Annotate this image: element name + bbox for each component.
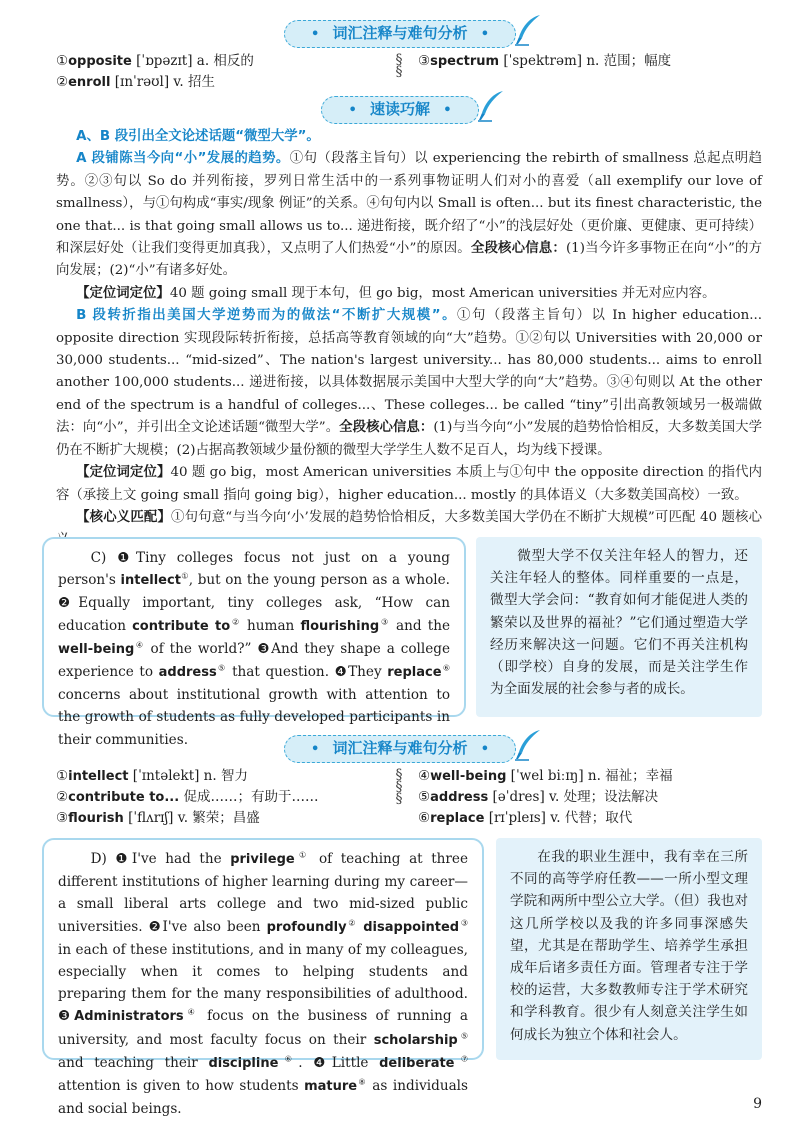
sentence-marker: ❷ xyxy=(58,595,79,612)
translation-d: 在我的职业生涯中，我有幸在三所不同的高等学府任教——一所小型文理学院和两所中型公立大学。（但）我也对这几所学校以及我的许多同事深感失望，尤其是在帮助学生、培养学生承担成年后诸多责任方面。管理者专注于学校的运营，大多数教师专注于学术研究和学科教育。很少有人刻意关注学生如何成长为独立个体和社会人。 xyxy=(496,838,762,1060)
sentence-marker: ❹ xyxy=(334,664,349,681)
vocab-item: ④well-being [ˈwel biːɪŋ] n. 福祉；幸福 xyxy=(418,768,673,784)
quill-icon xyxy=(476,89,506,123)
sentence-marker: ❶ xyxy=(115,851,132,867)
analysis-locate-2: 【定位词定位】40 题 go big，most American universities 本质上与①句中 the opposite direction 的指代内容（承接上文 going small 指向 going big），higher education... mostly 的具体语义（大多数美国高校）一致。 xyxy=(56,465,762,503)
sentence-marker: ❷ xyxy=(148,918,163,935)
analysis-para-b: B 段转折指出美国大学逆势而为的做法“不断扩大规模”。①句（段落主旨句）以 In higher education... opposite direction 实现段际转折衔接，总括高等教育领域的向“大”趋势。①②句以 Universities with 20,000 or 30,000 students... “mid-sized”、The nation's largest university... has 80,000 students... aims to enroll another 100,000 students... 递进衔接，以具体数据展示美国中大型大学的向“大”趋势。③④句则以 At the other end of the spectrum is a handful of colleges...、These colleges... be called “tiny”引出高教领域另一极端做法：向“小”，并引出全文论述话题“微型大学”。全段核心信息：(1)与当今向“小”发展的趋势恰恰相反，大多数美国大学仍在不断扩大规模；(2)占据高教领域少量份额的微型大学学生人数不足百人，均为线下授课。 xyxy=(56,308,762,458)
section-heading-vocab-2 xyxy=(0,735,800,763)
sentence-marker: ❸ xyxy=(257,640,272,657)
heading-title: 速读巧解 xyxy=(369,100,430,118)
vocab-item: ②enroll [ɪnˈrəʊl] v. 招生 xyxy=(56,74,216,90)
divider-tilde: § § § xyxy=(395,767,403,807)
passage-c: C) ❶Tiny colleges focus not just on a young person's intellect①, but on the young person as a whole. ❷Equally important, tiny colleges ask, “How can education contribute to② human flourishing③ and the well-being④ of the world?” ❸And they shape a college experience to address⑤ that question. ❹They replace⑥ concerns about institutional growth with attention to the growth of students as fully developed participants in their communities. xyxy=(42,537,466,717)
heading-title: 词汇注释与难句分析 xyxy=(332,739,468,757)
analysis-section xyxy=(56,126,762,552)
analysis-core-match: 【核心义匹配】①句句意“与当今向‘小’发展的趋势恰恰相反，大多数美国大学仍在不断扩大规模”可匹配 40 题核心 xyxy=(76,509,762,525)
heading-pill: • 词汇注释与难句分析 • xyxy=(284,735,516,763)
analysis-para-a: A 段铺陈当今向“小”发展的趋势。①句（段落主旨句）以 experiencing the rebirth of smallness 总起点明趋势。②③句以 So do 并列衔接，罗列日常生活中的一系列事物证明人们对小的喜爱（all exemplify our love of smallness），与①句构成“事实/现象 例证”的关系。④句句内以 Small is often... but its finest characteristic, the one that... is that going small allows us to... 递进衔接，既介绍了“小”的浅层好处（更价廉、更健康、更可持续）和深层好处（让我们变得更加真我），又点明了人们热爱“小”的原因。全段核心信息：(1)当今许多事物正在向“小”的方向发展；(2)“小”有诸多好处。 xyxy=(56,151,762,279)
translation-c: 微型大学不仅关注年轻人的智力，还关注年轻人的整体。同样重要的一点是，微型大学会问：“教育如何才能促进人类的繁荣以及世界的福祉？”它们通过塑造大学经历来解决这一问题。它们不再关注机构（即学校）自身的发展，而是关注学生作为全面发展的社会参与者的成长。 xyxy=(476,537,762,717)
heading-title: 词汇注释与难句分析 xyxy=(332,24,468,42)
heading-pill: • 词汇注释与难句分析 • xyxy=(284,20,516,48)
analysis-locate-1: 【定位词定位】40 题 going small 现于本句，但 go big，most American universities 并无对应内容。 xyxy=(76,285,716,301)
section-heading-speed-read xyxy=(0,96,800,124)
divider-tilde: § § xyxy=(395,52,403,80)
vocab-item: ③spectrum [ˈspektrəm] n. 范围；幅度 xyxy=(418,53,672,69)
vocab-item: ⑥replace [rɪˈpleɪs] v. 代替；取代 xyxy=(418,810,633,826)
heading-pill: • 速读巧解 • xyxy=(321,96,478,124)
vocab-item: ①opposite [ˈɒpəzɪt] a. 相反的 xyxy=(56,53,254,69)
sentence-marker: ❶ xyxy=(117,550,137,566)
quill-icon xyxy=(513,13,543,47)
vocab-item: ②contribute to... 促成……；有助于…… xyxy=(56,789,319,805)
page-number: 9 xyxy=(753,1096,762,1112)
vocab-item: ③flourish [ˈflʌrɪʃ] v. 繁荣；昌盛 xyxy=(56,810,260,826)
sentence-marker: ❹ xyxy=(313,1054,332,1071)
vocab-item: ①intellect [ˈɪntəlekt] n. 智力 xyxy=(56,768,248,784)
quill-icon xyxy=(513,728,543,762)
passage-d: D) ❶I've had the privilege① of teaching at three different institutions of higher learning during my career—a small liberal arts college and two mid-sized public universities. ❷I've also been profoundly② disappointed③ in each of these institutions, and in many of my colleagues, especially when it comes to helping students and preparing them for the many responsibilities of adulthood. ❸Administrators④ focus on the business of running a university, and most faculty focus on their scholarship⑤ and teaching their discipline⑥. ❹Little deliberate⑦ attention is given to how students mature⑧ as individuals and social beings. xyxy=(42,838,484,1060)
vocab-item: ⑤address [əˈdres] v. 处理；设法解决 xyxy=(418,789,659,805)
sentence-marker: ❸ xyxy=(58,1008,75,1025)
analysis-intro: A、B 段引出全文论述话题“微型大学”。 xyxy=(76,129,320,144)
section-heading-vocab-1 xyxy=(0,20,800,48)
